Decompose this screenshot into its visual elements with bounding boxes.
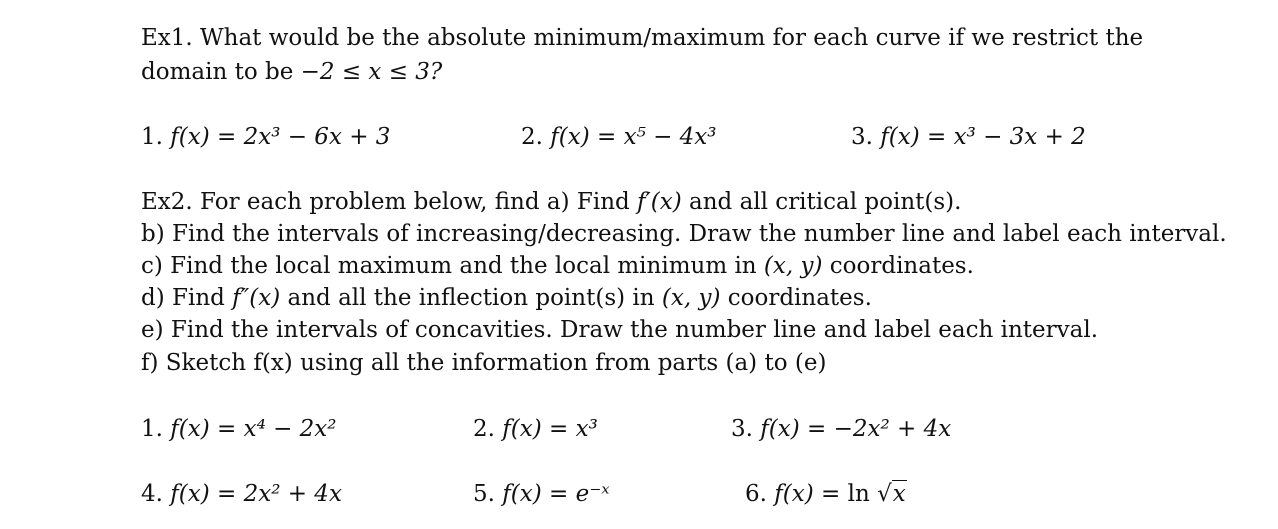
ex2-line-e: e) Find the intervals of concavities. Draw the number line and label each interval. <box>141 317 1099 343</box>
function-lhs: f(x) = <box>170 481 244 507</box>
function-lhs: f(x) = <box>170 416 244 442</box>
problem-number: 6. <box>745 481 767 507</box>
function-rhs: x³ <box>575 416 598 442</box>
ex2-problem-3 <box>731 413 951 445</box>
ex2-problem-5 <box>473 478 610 510</box>
ex2-a-prefix: Ex2. For each problem below, find a) Find <box>141 189 638 215</box>
function-rhs: 2x³ − 6x + 3 <box>243 124 391 150</box>
problem-number: 3. <box>731 416 753 442</box>
ex2-c-expr: (x, y) <box>763 253 823 279</box>
ex2-d-suffix: coordinates. <box>720 285 872 311</box>
function-lhs: f(x) = <box>502 416 576 442</box>
ex2-line-c <box>141 250 974 282</box>
function-rhs-prefix: ln <box>847 481 878 507</box>
ex1-problem-1 <box>141 121 390 153</box>
problem-number: 2. <box>473 416 495 442</box>
function-lhs: f(x) = <box>880 124 954 150</box>
ex2-a-suffix: and all critical point(s). <box>681 189 962 215</box>
ex2-problem-1 <box>141 413 337 445</box>
problem-number: 3. <box>851 124 873 150</box>
function-lhs: f(x) = <box>760 416 834 442</box>
ex2-d-prefix: d) Find <box>141 285 233 311</box>
ex1-domain-range: −2 ≤ x ≤ 3? <box>300 59 443 85</box>
function-lhs: f(x) = <box>502 481 576 507</box>
ex2-d-expr: f″(x) <box>232 285 281 311</box>
function-rhs: −2x² + 4x <box>833 416 952 442</box>
ex2-c-suffix: coordinates. <box>822 253 974 279</box>
problem-number: 1. <box>141 416 163 442</box>
function-rhs: 2x² + 4x <box>243 481 342 507</box>
function-lhs: f(x) = <box>550 124 624 150</box>
function-rhs: x⁴ − 2x² <box>243 416 337 442</box>
ex2-d-mid: and all the inflection point(s) in <box>280 285 662 311</box>
ex2-d-expr2: (x, y) <box>661 285 721 311</box>
problem-number: 2. <box>521 124 543 150</box>
function-lhs: f(x) = <box>170 124 244 150</box>
ex2-problem-6 <box>745 478 907 510</box>
problem-number: 4. <box>141 481 163 507</box>
function-lhs: f(x) = <box>774 481 848 507</box>
ex2-line-d <box>141 282 872 314</box>
ex2-problem-4 <box>141 478 342 510</box>
ex1-problem-2 <box>521 121 717 153</box>
ex2-line-a <box>141 186 961 218</box>
ex1-prompt-line1: Ex1. What would be the absolute minimum/maximum for each curve if we restrict the <box>141 25 1144 51</box>
ex2-line-f: f) Sketch f(x) using all the information from parts (a) to (e) <box>141 350 827 376</box>
ex2-line-b: b) Find the intervals of increasing/decreasing. Draw the number line and label each interval. <box>141 221 1227 247</box>
problem-number: 1. <box>141 124 163 150</box>
sqrt-radicand: x <box>892 481 906 507</box>
function-rhs: x³ − 3x + 2 <box>953 124 1086 150</box>
ex1-domain-text: domain to be <box>141 59 301 85</box>
ex1-prompt-line2 <box>141 56 442 88</box>
function-rhs: x⁵ − 4x³ <box>623 124 717 150</box>
ex2-problem-2 <box>473 413 598 445</box>
ex2-c-prefix: c) Find the local maximum and the local minimum in <box>141 253 764 279</box>
ex1-problem-3 <box>851 121 1086 153</box>
problem-number: 5. <box>473 481 495 507</box>
function-rhs: e⁻ˣ <box>575 481 610 507</box>
ex2-a-expr: f′(x) <box>637 189 682 215</box>
sqrt-radical: √x <box>877 481 906 507</box>
